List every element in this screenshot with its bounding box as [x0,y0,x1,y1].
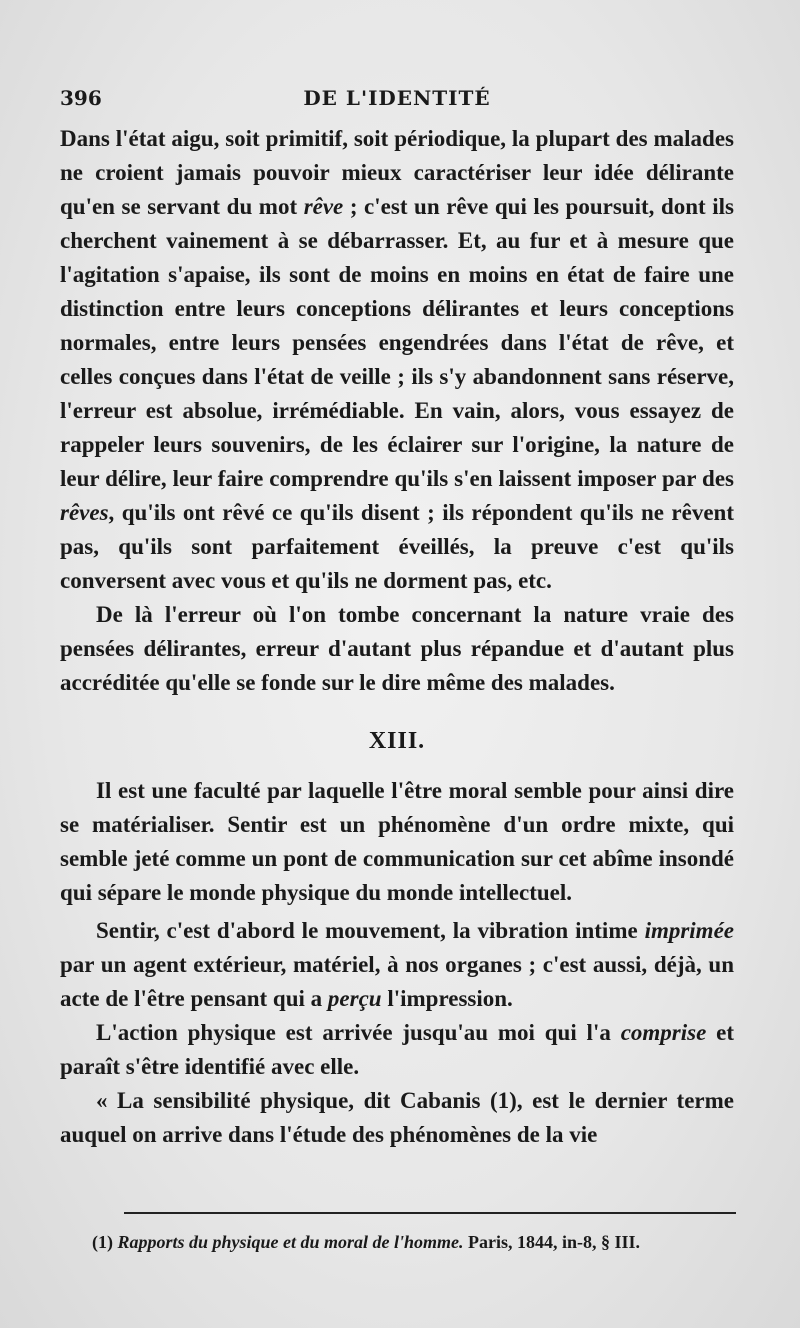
text-run: , qu'ils ont rêvé ce qu'ils disent ; ils répondent qu'ils ne rêvent pas, qu'ils sont parfaitement éveillés, la preuve c'est qu'ils conversent avec vous et qu'ils ne dorment pas, etc. [60,500,734,593]
footnote-marker: (1) [92,1232,113,1252]
page-number: 396 [60,86,102,110]
text-run: L'action physique est arrivée jusqu'au moi qui l'a [96,1020,621,1045]
paragraph-3: Il est une faculté par laquelle l'être moral semble pour ainsi dire se matérialiser. Sentir est un phénomène d'un ordre mixte, qui semble jeté comme un pont de communication sur cet abîme insondé qui sépare le monde physique du monde intellectuel. [60,778,734,905]
paragraph-5 [60,1016,734,1084]
running-head: DE L'IDENTITÉ [303,86,491,110]
page-header [60,86,734,112]
footnote-details: Paris, 1844, in-8, § III. [468,1232,641,1252]
italic-run: comprise [620,1020,707,1045]
body-text [60,122,734,1152]
section-heading: XIII. [368,728,426,754]
italic-run: rêves [60,500,109,525]
footnote-rule [124,1212,736,1214]
text-run: ; c'est un rêve qui les poursuit, dont ils cherchent vainement à se débarrasser. Et, au fur et à mesure que l'agitation s'apaise, ils sont de moins en moins en état de faire une distinction entre leurs conceptions délirantes et leurs conceptions normales, entre leurs pensées engendrées dans l'état de rêve, et celles conçues dans l'état de veille ; ils s'y abandonnent sans réserve, l'erreur est absolue, irrémédiable. En vain, alors, vous essayez de rappeler leurs souvenirs, de les éclairer sur l'origine, la nature de leur délire, leur faire comprendre qu'ils s'en laissent imposer par des [60,194,734,491]
text-run: par un agent extérieur, matériel, à nos organes ; c'est aussi, déjà, un acte de l'être pensant qui a [60,952,734,1011]
paragraph-1 [60,122,734,598]
italic-run: perçu [327,986,382,1011]
italic-run: rêve [303,194,344,219]
text-run: Dans l'état aigu, soit primitif, soit périodique, la plupart des malades ne croient jamais pouvoir mieux caractériser leur idée délirante qu'en se servant du mot [60,126,734,219]
footnote [92,1232,742,1253]
footnote-title: Rapports du physique et du moral de l'homme. [117,1232,464,1252]
text-run: l'impression. [381,986,513,1011]
text-run: et paraît s'être identifié avec elle. [60,1020,734,1079]
text-run: Sentir, c'est d'abord le mouvement, la vibration intime [96,918,645,943]
italic-run: imprimée [644,918,734,943]
paragraph-6: « La sensibilité physique, dit Cabanis (1), est le dernier terme auquel on arrive dans l'étude des phénomènes de la vie [60,1088,734,1147]
paragraph-4 [60,914,734,1016]
paragraph-2: De là l'erreur où l'on tombe concernant la nature vraie des pensées délirantes, erreur d'autant plus répandue et d'autant plus accréditée qu'elle se fonde sur le dire même des malades. [60,602,734,695]
